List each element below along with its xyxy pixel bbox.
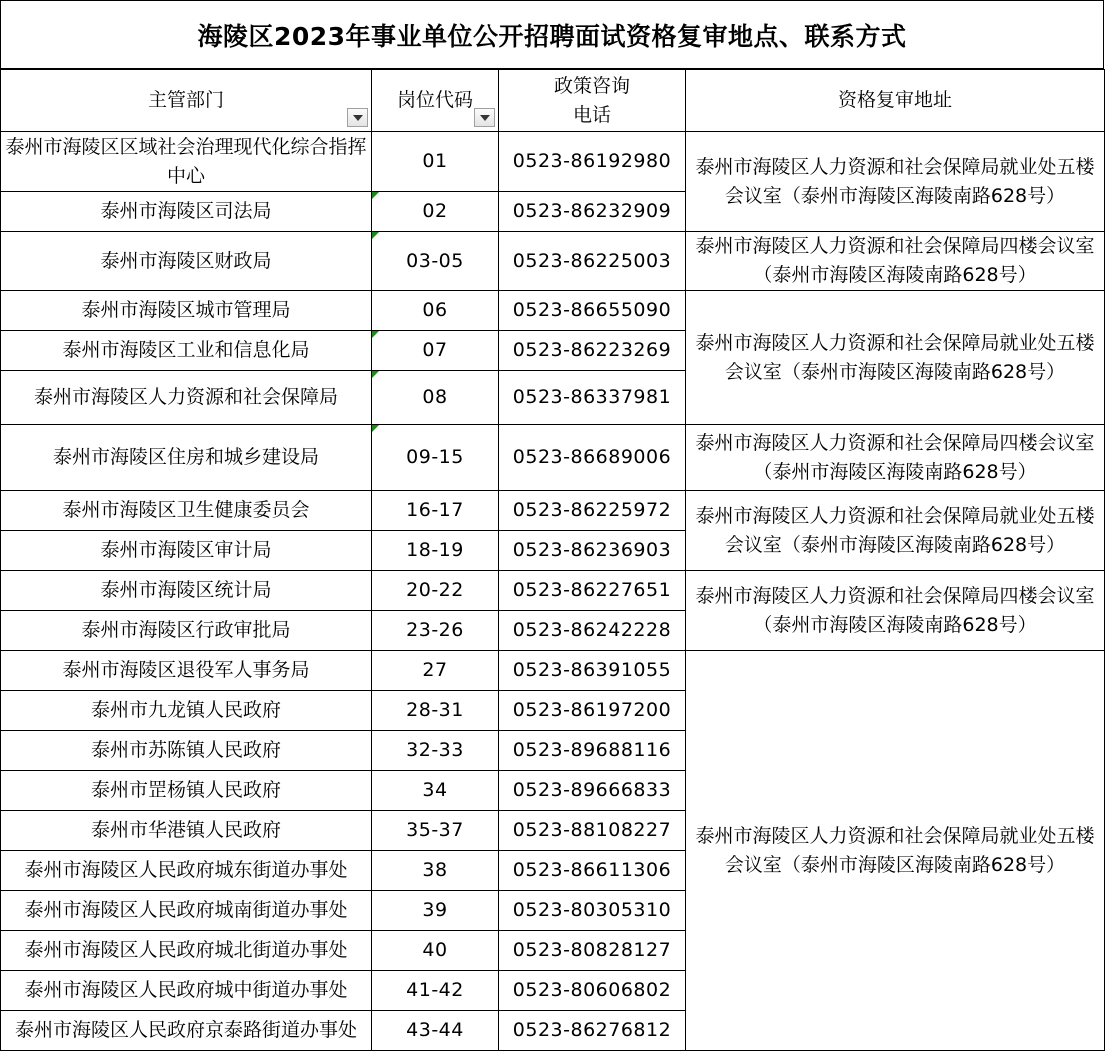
dept-cell[interactable]: 泰州市九龙镇人民政府 bbox=[1, 691, 372, 731]
code-cell[interactable]: 34 bbox=[372, 771, 499, 811]
comment-marker-icon bbox=[372, 331, 379, 338]
header-row bbox=[1, 70, 1105, 132]
phone-cell[interactable]: 0523-86391055 bbox=[499, 651, 686, 691]
address-cell[interactable]: 泰州市海陵区人力资源和社会保障局四楼会议室（泰州市海陵区海陵南路628号） bbox=[686, 571, 1105, 651]
table-row bbox=[1, 571, 1105, 611]
address-cell[interactable]: 泰州市海陵区人力资源和社会保障局就业处五楼会议室（泰州市海陵区海陵南路628号） bbox=[686, 491, 1105, 571]
code-cell[interactable]: 09-15 bbox=[372, 425, 499, 491]
code-cell[interactable]: 39 bbox=[372, 891, 499, 931]
address-cell[interactable]: 泰州市海陵区人力资源和社会保障局就业处五楼会议室（泰州市海陵区海陵南路628号） bbox=[686, 291, 1105, 425]
phone-cell[interactable]: 0523-86689006 bbox=[499, 425, 686, 491]
phone-cell[interactable]: 0523-86242228 bbox=[499, 611, 686, 651]
phone-cell[interactable]: 0523-80828127 bbox=[499, 931, 686, 971]
table-row bbox=[1, 291, 1105, 331]
dept-cell[interactable]: 泰州市海陵区人力资源和社会保障局 bbox=[1, 371, 372, 425]
code-cell[interactable]: 23-26 bbox=[372, 611, 499, 651]
phone-cell[interactable]: 0523-86337981 bbox=[499, 371, 686, 425]
code-cell[interactable]: 08 bbox=[372, 371, 499, 425]
header-phone-line2: 电话 bbox=[572, 103, 611, 126]
dept-cell[interactable]: 泰州市海陵区审计局 bbox=[1, 531, 372, 571]
code-cell[interactable]: 32-33 bbox=[372, 731, 499, 771]
header-dept[interactable] bbox=[1, 70, 372, 132]
dept-cell[interactable]: 泰州市海陵区城市管理局 bbox=[1, 291, 372, 331]
comment-marker-icon bbox=[372, 232, 379, 239]
header-phone-line1: 政策咨询 bbox=[553, 74, 630, 97]
header-phone bbox=[499, 70, 686, 132]
code-cell[interactable]: 02 bbox=[372, 192, 499, 232]
table-body bbox=[1, 70, 1105, 1051]
code-cell[interactable]: 41-42 bbox=[372, 971, 499, 1011]
phone-cell[interactable]: 0523-86225972 bbox=[499, 491, 686, 531]
phone-cell[interactable]: 0523-86611306 bbox=[499, 851, 686, 891]
header-address: 资格复审地址 bbox=[686, 70, 1105, 132]
code-cell[interactable]: 06 bbox=[372, 291, 499, 331]
dept-cell[interactable]: 泰州市海陵区卫生健康委员会 bbox=[1, 491, 372, 531]
phone-cell[interactable]: 0523-88108227 bbox=[499, 811, 686, 851]
code-cell[interactable]: 43-44 bbox=[372, 1011, 499, 1051]
comment-marker-icon bbox=[372, 371, 379, 378]
phone-cell[interactable]: 0523-89688116 bbox=[499, 731, 686, 771]
code-cell[interactable]: 03-05 bbox=[372, 232, 499, 291]
phone-cell[interactable]: 0523-80305310 bbox=[499, 891, 686, 931]
dept-cell[interactable]: 泰州市罡杨镇人民政府 bbox=[1, 771, 372, 811]
header-code-label: 岗位代码 bbox=[396, 89, 473, 111]
table-row bbox=[1, 651, 1105, 691]
dept-cell[interactable]: 泰州市华港镇人民政府 bbox=[1, 811, 372, 851]
dept-cell[interactable]: 泰州市海陵区统计局 bbox=[1, 571, 372, 611]
table-row bbox=[1, 491, 1105, 531]
dept-cell[interactable]: 泰州市海陵区司法局 bbox=[1, 192, 372, 232]
code-cell[interactable]: 07 bbox=[372, 331, 499, 371]
phone-cell[interactable]: 0523-86227651 bbox=[499, 571, 686, 611]
table-row bbox=[1, 132, 1105, 192]
phone-cell[interactable]: 0523-86223269 bbox=[499, 331, 686, 371]
filter-dropdown-icon[interactable] bbox=[474, 108, 495, 127]
comment-marker-icon bbox=[372, 425, 379, 432]
code-cell[interactable]: 27 bbox=[372, 651, 499, 691]
dept-cell[interactable]: 泰州市海陵区退役军人事务局 bbox=[1, 651, 372, 691]
address-cell[interactable]: 泰州市海陵区人力资源和社会保障局就业处五楼会议室（泰州市海陵区海陵南路628号） bbox=[686, 651, 1105, 1051]
dept-cell[interactable]: 泰州市海陵区人民政府城南街道办事处 bbox=[1, 891, 372, 931]
code-cell[interactable]: 01 bbox=[372, 132, 499, 192]
table-row bbox=[1, 425, 1105, 491]
header-code[interactable] bbox=[372, 70, 499, 132]
dept-cell[interactable]: 泰州市海陵区人民政府城东街道办事处 bbox=[1, 851, 372, 891]
code-cell[interactable]: 28-31 bbox=[372, 691, 499, 731]
dept-cell[interactable]: 泰州市苏陈镇人民政府 bbox=[1, 731, 372, 771]
code-cell[interactable]: 40 bbox=[372, 931, 499, 971]
phone-cell[interactable]: 0523-86192980 bbox=[499, 132, 686, 192]
dept-cell[interactable]: 泰州市海陵区住房和城乡建设局 bbox=[1, 425, 372, 491]
code-cell[interactable]: 20-22 bbox=[372, 571, 499, 611]
comment-marker-icon bbox=[372, 192, 379, 199]
phone-cell[interactable]: 0523-86276812 bbox=[499, 1011, 686, 1051]
phone-cell[interactable]: 0523-86197200 bbox=[499, 691, 686, 731]
phone-cell[interactable]: 0523-86232909 bbox=[499, 192, 686, 232]
address-cell[interactable]: 泰州市海陵区人力资源和社会保障局四楼会议室（泰州市海陵区海陵南路628号） bbox=[686, 232, 1105, 291]
phone-cell[interactable]: 0523-80606802 bbox=[499, 971, 686, 1011]
dept-cell[interactable]: 泰州市海陵区人民政府京泰路街道办事处 bbox=[1, 1011, 372, 1051]
code-cell[interactable]: 16-17 bbox=[372, 491, 499, 531]
schedule-table bbox=[0, 69, 1105, 1051]
code-cell[interactable]: 35-37 bbox=[372, 811, 499, 851]
phone-cell[interactable]: 0523-86236903 bbox=[499, 531, 686, 571]
dept-cell[interactable]: 泰州市海陵区行政审批局 bbox=[1, 611, 372, 651]
dept-cell[interactable]: 泰州市海陵区人民政府城北街道办事处 bbox=[1, 931, 372, 971]
phone-cell[interactable]: 0523-86655090 bbox=[499, 291, 686, 331]
dept-cell[interactable]: 泰州市海陵区财政局 bbox=[1, 232, 372, 291]
code-cell[interactable]: 18-19 bbox=[372, 531, 499, 571]
page-title: 海陵区2023年事业单位公开招聘面试资格复审地点、联系方式 bbox=[0, 0, 1104, 69]
code-cell[interactable]: 38 bbox=[372, 851, 499, 891]
dept-cell[interactable]: 泰州市海陵区工业和信息化局 bbox=[1, 331, 372, 371]
table-row bbox=[1, 232, 1105, 291]
header-dept-label: 主管部门 bbox=[147, 89, 224, 111]
phone-cell[interactable]: 0523-86225003 bbox=[499, 232, 686, 291]
dept-cell[interactable]: 泰州市海陵区人民政府城中街道办事处 bbox=[1, 971, 372, 1011]
address-cell[interactable]: 泰州市海陵区人力资源和社会保障局四楼会议室（泰州市海陵区海陵南路628号） bbox=[686, 425, 1105, 491]
phone-cell[interactable]: 0523-89666833 bbox=[499, 771, 686, 811]
dept-cell[interactable]: 泰州市海陵区区域社会治理现代化综合指挥中心 bbox=[1, 132, 372, 192]
address-cell[interactable]: 泰州市海陵区人力资源和社会保障局就业处五楼会议室（泰州市海陵区海陵南路628号） bbox=[686, 132, 1105, 232]
filter-dropdown-icon[interactable] bbox=[347, 108, 368, 127]
